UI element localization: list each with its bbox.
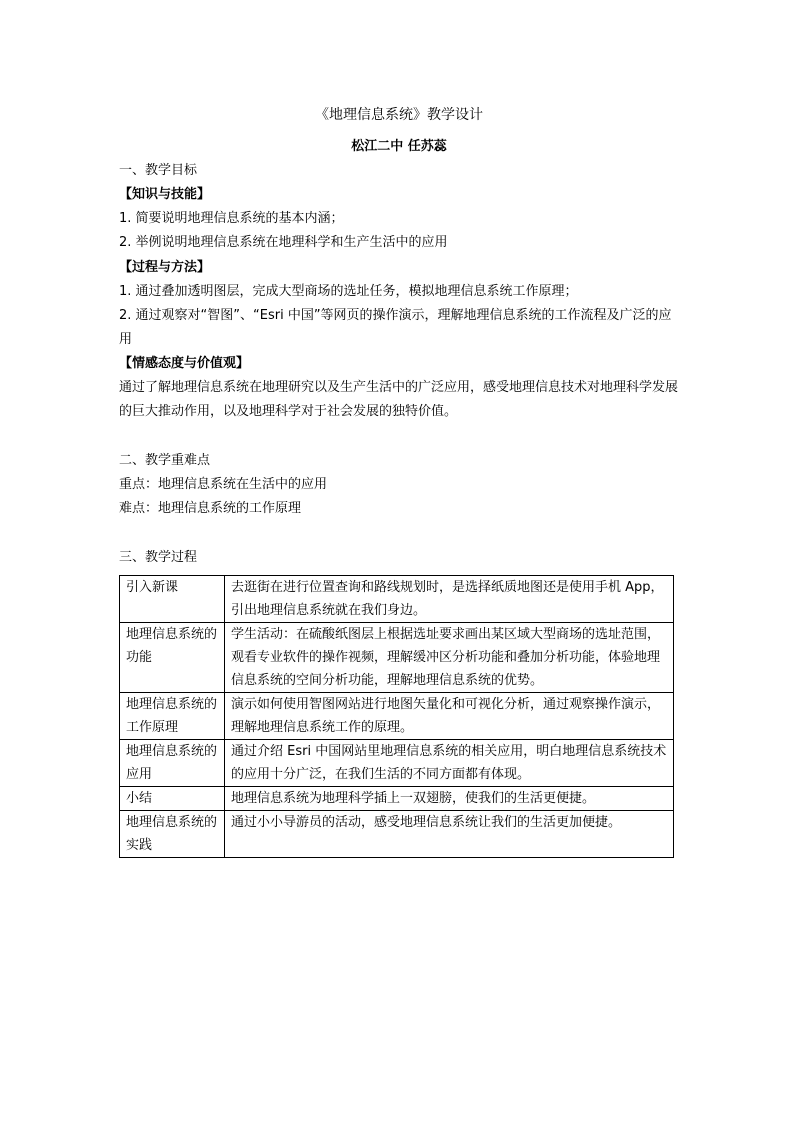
table-row [120,576,674,623]
content-cell: 通过介绍 Esri 中国网站里地理信息系统的相关应用，明白地理信息系统技术的应用十分广泛，在我们生活的不同方面都有体现。 [225,740,674,787]
table-row [120,740,674,787]
key-point: 重点：地理信息系统在生活中的应用 [119,477,328,492]
subheading-knowledge: 【知识与技能】 [119,187,211,202]
emotion-text: 通过了解地理信息系统在地理研究以及生产生活中的广泛应用，感受地理信息技术对地理科学发展的巨大推动作用，以及地理科学对于社会发展的独特价值。 [119,380,679,419]
content-cell: 通过小小导游员的活动，感受地理信息系统让我们的生活更加便捷。 [225,811,674,858]
table-row [120,811,674,858]
knowledge-item-2: 2. 举例说明地理信息系统在地理科学和生产生活中的应用 [119,235,448,250]
process-item-1: 1. 通过叠加透明图层，完成大型商场的选址任务，模拟地理信息系统工作原理； [119,284,578,299]
section-heading-objectives: 一、教学目标 [119,163,198,178]
difficult-point: 难点：地理信息系统的工作原理 [119,501,302,516]
content-cell: 地理信息系统为地理科学插上一双翅膀，使我们的生活更便捷。 [225,787,674,811]
document-title: 《地理信息系统》教学设计 [315,107,483,123]
section-heading-key-points: 二、教学重难点 [119,453,211,468]
section-heading-process: 三、教学过程 [119,550,198,565]
stage-cell: 地理信息系统的功能 [120,623,225,693]
table-row [120,623,674,693]
content-cell: 去逛街在进行位置查询和路线规划时，是选择纸质地图还是使用手机 App，引出地理信息系统就在我们身边。 [225,576,674,623]
table-row [120,693,674,740]
stage-cell: 地理信息系统的工作原理 [120,693,225,740]
stage-cell: 引入新课 [120,576,225,623]
knowledge-item-1: 1. 简要说明地理信息系统的基本内涵； [119,211,344,226]
subheading-process: 【过程与方法】 [119,260,211,275]
table-row [120,787,674,811]
content-cell: 演示如何使用智图网站进行地图矢量化和可视化分析，通过观察操作演示，理解地理信息系统工作的原理。 [225,693,674,740]
subheading-emotion: 【情感态度与价值观】 [119,356,250,371]
document-author: 松江二中 任苏蕊 [351,139,447,154]
teaching-process-table [119,575,674,858]
content-cell: 学生活动：在硫酸纸图层上根据选址要求画出某区域大型商场的选址范围，观看专业软件的操作视频，理解缓冲区分析功能和叠加分析功能，体验地理信息系统的空间分析功能，理解地理信息系统的优势。 [225,623,674,693]
stage-cell: 地理信息系统的应用 [120,740,225,787]
stage-cell: 小结 [120,787,225,811]
stage-cell: 地理信息系统的实践 [120,811,225,858]
process-item-2: 2. 通过观察对“智图”、“Esri 中国”等网页的操作演示，理解地理信息系统的工作流程及广泛的应用 [119,308,672,347]
